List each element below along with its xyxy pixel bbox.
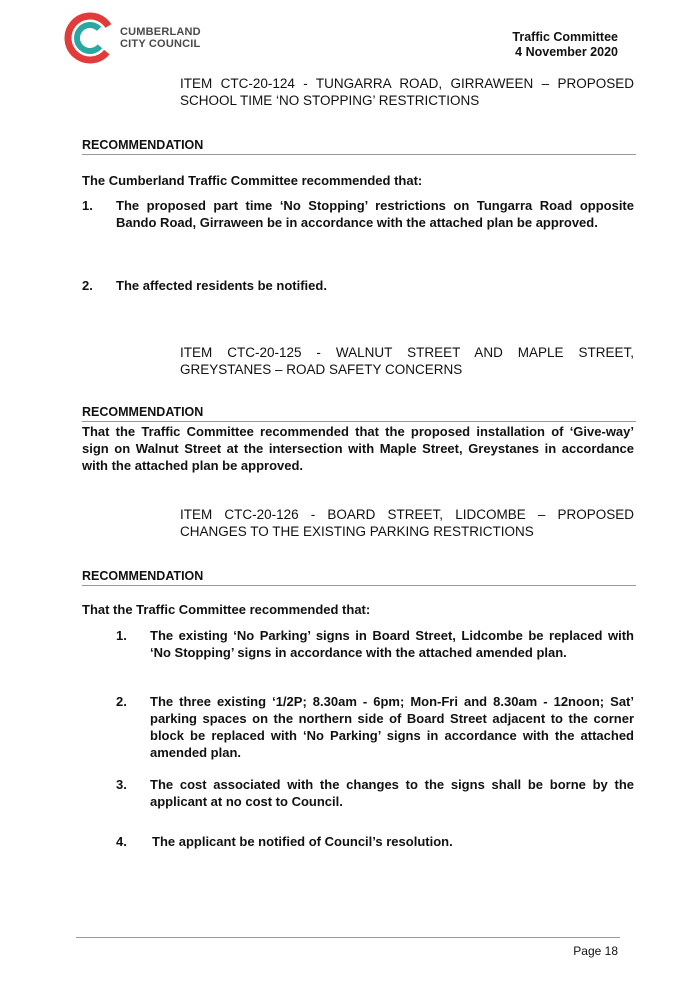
list-item [116,693,634,761]
recommendation-text-125: That the Traffic Committee recommended that the proposed installation of ‘Give-way’ sign on Walnut Street at the intersection with Maple Street, Greystanes in accordance with the attached plan be approved. [82,424,634,473]
list-number: 2. [82,278,93,293]
recommendation-intro-124: The Cumberland Traffic Committee recommended that: [82,173,423,188]
committee-name: Traffic Committee [512,30,618,44]
list-item [82,277,634,294]
recommendation-heading-126: RECOMMENDATION [82,569,636,586]
item-title-125: ITEM CTC-20-125 - WALNUT STREET AND MAPLE STREET, GREYSTANES – ROAD SAFETY CONCERNS [180,345,634,377]
footer-divider [76,937,620,938]
list-item [116,833,634,850]
item-title-126: ITEM CTC-20-126 - BOARD STREET, LIDCOMBE – PROPOSED CHANGES TO THE EXISTING PARKING RESTRICTIONS [180,507,634,539]
list-number: 3. [116,777,127,792]
list-number: 4. [116,834,127,849]
logo-line-1: CUMBERLAND [120,26,201,38]
list-number: 2. [116,694,127,709]
logo-wordmark [120,26,201,50]
list-text: The applicant be notified of Council’s resolution. [152,834,453,849]
recommendation-heading-124: RECOMMENDATION [82,138,636,155]
list-text: The affected residents be notified. [116,278,327,293]
list-text: The existing ‘No Parking’ signs in Board Street, Lidcombe be replaced with ‘No Stopping’ signs in accordance with the attached amended plan. [150,628,634,660]
council-logo-icon [64,12,116,64]
list-item [116,627,634,661]
logo-line-2: CITY COUNCIL [120,38,201,50]
list-number: 1. [82,198,93,213]
meeting-date: 4 November 2020 [515,45,618,59]
recommendation-intro-126: That the Traffic Committee recommended that: [82,602,371,617]
list-text: The three existing ‘1/2P; 8.30am - 6pm; Mon-Fri and 8.30am - 12noon; Sat’ parking spaces on the northern side of Board Street adjacent to the corner block be replaced with ‘No Parking’ signs in accordance with the attached amended plan. [150,694,634,760]
list-number: 1. [116,628,127,643]
list-item [82,197,634,231]
list-text: The cost associated with the changes to the signs shall be borne by the applicant at no cost to Council. [150,777,634,809]
list-text: The proposed part time ‘No Stopping’ restrictions on Tungarra Road opposite Bando Road, Girraween be in accordance with the attached plan be approved. [116,198,634,230]
cumberland-logo [64,12,214,68]
item-title-124: ITEM CTC-20-124 - TUNGARRA ROAD, GIRRAWEEN – PROPOSED SCHOOL TIME ‘NO STOPPING’ RESTRICTIONS [180,76,634,108]
list-item [116,776,634,810]
page-number: Page 18 [573,944,618,958]
recommendation-heading-125: RECOMMENDATION [82,405,636,422]
document-header [512,30,618,60]
